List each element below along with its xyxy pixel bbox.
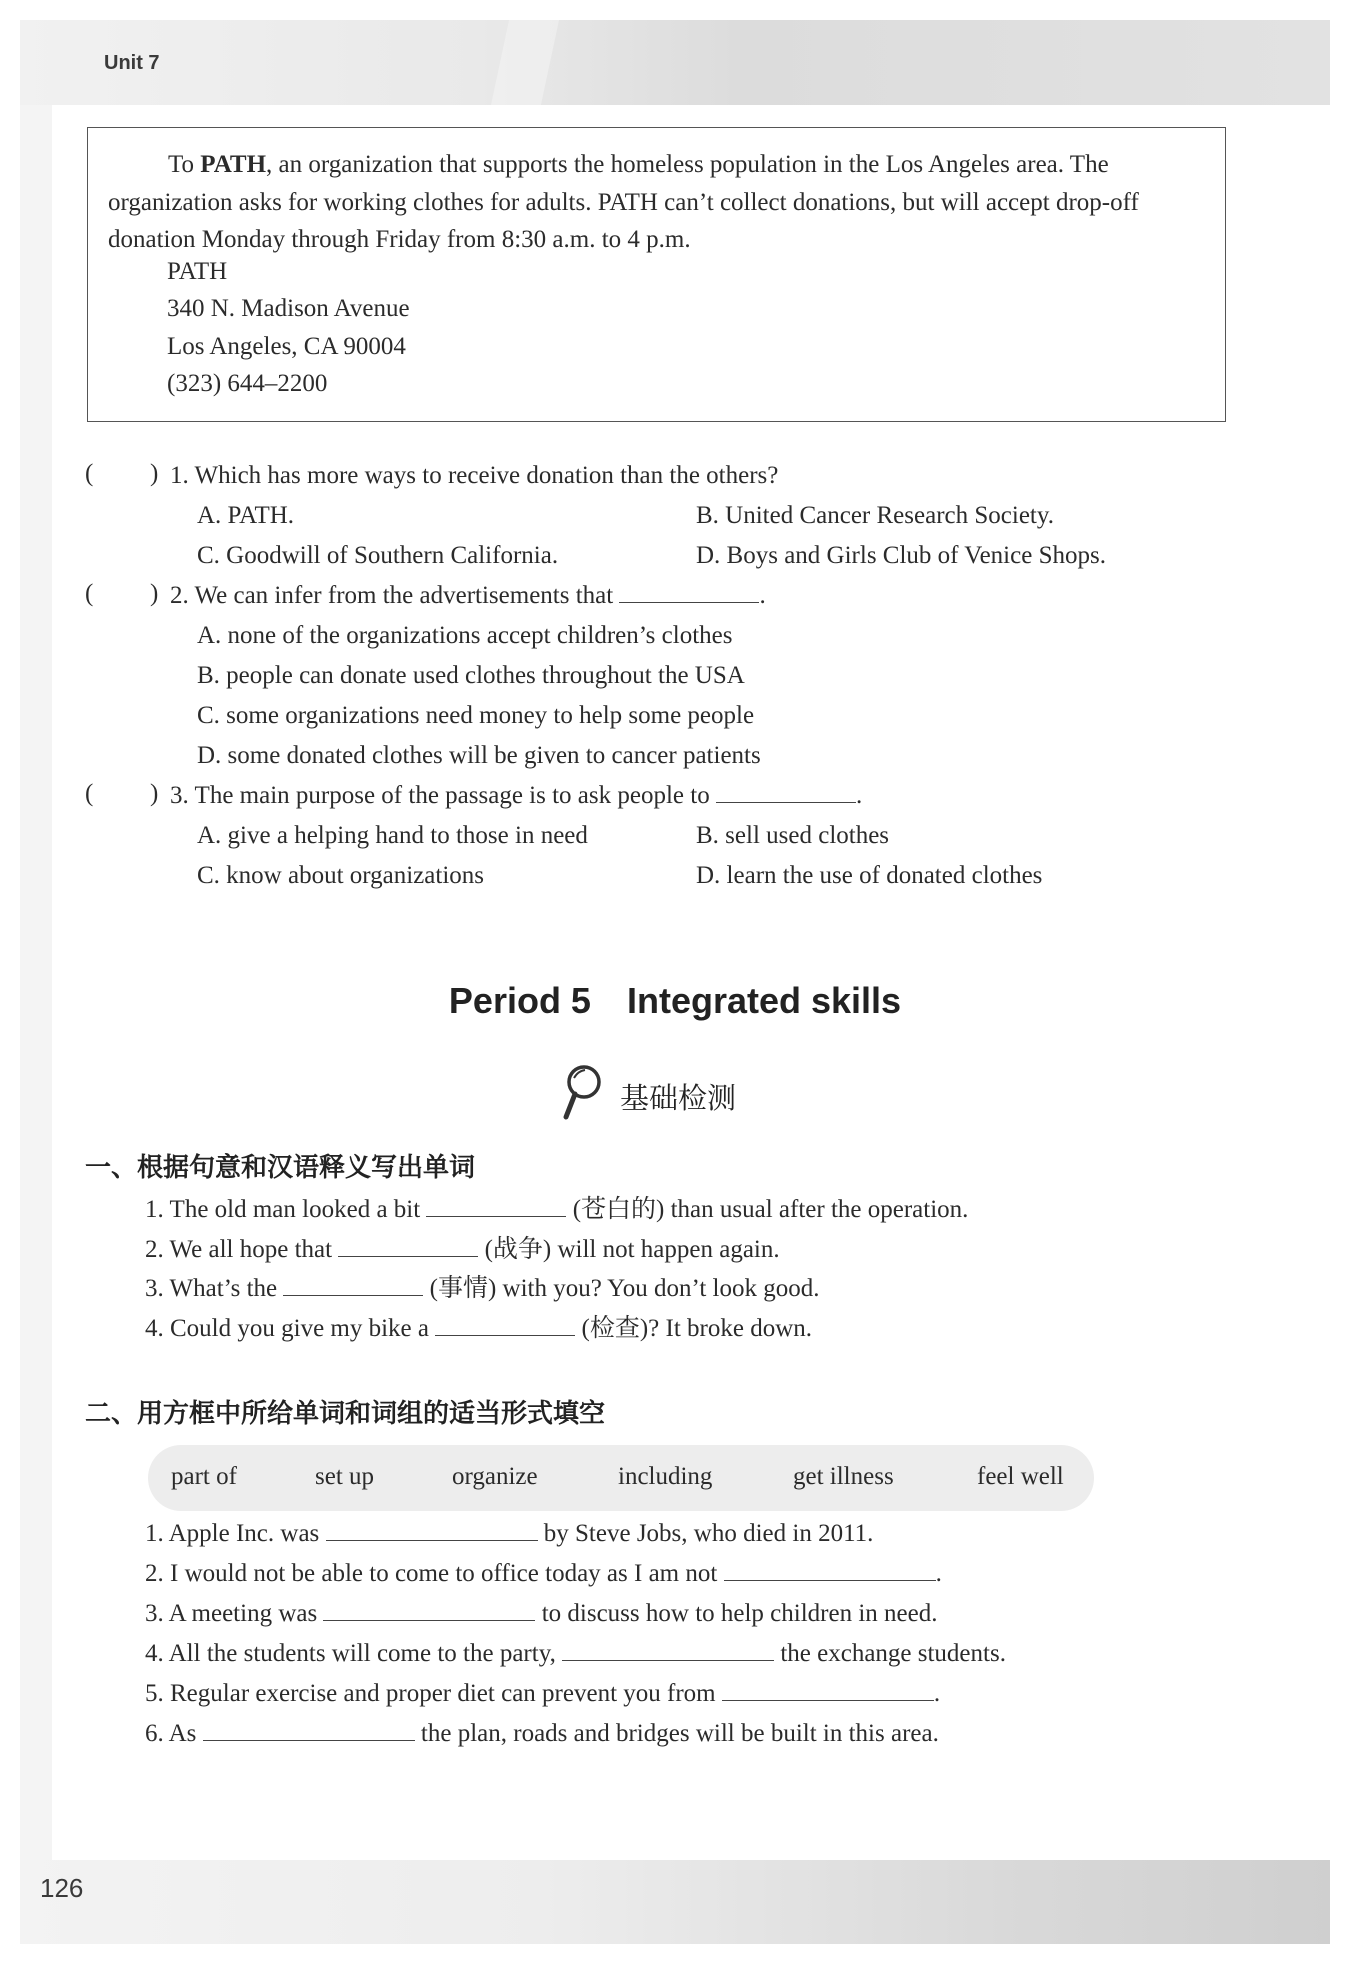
- question-option: C. know about organizations: [197, 862, 484, 889]
- address-line: Los Angeles, CA 90004: [167, 333, 406, 360]
- word-bank-item: set up: [315, 1463, 375, 1490]
- ad-paragraph: To PATH, an organization that supports the homeless population in the Los Angeles area. The organization asks for working clothes for adults. PATH can’t collect donations, but will accept drop-off donation Monday through Friday from 8:30 a.m. to 4 p.m.: [108, 151, 1139, 253]
- question-stem: 2. We can infer from the advertisements that .: [170, 582, 766, 609]
- question-option: B. United Cancer Research Society.: [696, 502, 1054, 529]
- exercise-line: 3. A meeting was to discuss how to help children in need.: [145, 1600, 938, 1627]
- question-option: D. some donated clothes will be given to cancer patients: [197, 742, 761, 769]
- answer-blank[interactable]: [435, 1313, 575, 1336]
- question-stem: 1. Which has more ways to receive donation than the others?: [170, 462, 779, 489]
- address-line: 340 N. Madison Avenue: [167, 295, 410, 322]
- question-option: A. PATH.: [197, 502, 295, 529]
- exercise-line: 1. The old man looked a bit (苍白的) than usual after the operation.: [145, 1196, 969, 1223]
- question-option: D. learn the use of donated clothes: [696, 862, 1043, 889]
- answer-blank[interactable]: [716, 780, 856, 803]
- page-number: 126: [40, 1873, 84, 1903]
- word-bank-item: feel well: [977, 1463, 1064, 1490]
- answer-paren-close: ): [150, 580, 159, 607]
- section-1-title: 一、根据句意和汉语释义写出单词: [85, 1153, 476, 1183]
- answer-blank[interactable]: [203, 1718, 415, 1741]
- word-bank-item: including: [618, 1463, 713, 1490]
- answer-blank[interactable]: [724, 1558, 936, 1581]
- word-bank-item: part of: [171, 1463, 237, 1490]
- period-title: Period 5 Integrated skills: [448, 980, 902, 1021]
- exercise-line: 4. All the students will come to the party, the exchange students.: [145, 1640, 1006, 1667]
- answer-blank[interactable]: [326, 1518, 538, 1541]
- exercise-line: 4. Could you give my bike a (检查)? It broke down.: [145, 1315, 812, 1342]
- answer-blank[interactable]: [722, 1678, 934, 1701]
- address-line: (323) 644–2200: [167, 370, 328, 397]
- answer-paren-open: (: [85, 460, 94, 487]
- exercise-line: 2. We all hope that (战争) will not happen again.: [145, 1236, 780, 1263]
- word-bank-item: organize: [452, 1463, 538, 1490]
- magnifier-icon: [560, 1062, 608, 1122]
- question-option: C. some organizations need money to help some people: [197, 702, 755, 729]
- exercise-line: 6. As the plan, roads and bridges will be built in this area.: [145, 1720, 939, 1747]
- question-stem: 3. The main purpose of the passage is to ask people to .: [170, 782, 863, 809]
- exercise-line: 1. Apple Inc. was by Steve Jobs, who died in 2011.: [145, 1520, 874, 1547]
- question-option: B. people can donate used clothes throughout the USA: [197, 662, 745, 689]
- address-line: PATH: [167, 258, 228, 285]
- footer-band: [20, 1860, 1330, 1944]
- answer-paren-open: (: [85, 580, 94, 607]
- exercise-line: 5. Regular exercise and proper diet can prevent you from .: [145, 1680, 941, 1707]
- word-bank: [148, 1445, 1094, 1511]
- answer-blank[interactable]: [619, 580, 759, 603]
- basic-check-label: 基础检测: [620, 1081, 737, 1115]
- unit-label: Unit 7: [104, 52, 160, 74]
- answer-paren-close: ): [150, 780, 159, 807]
- question-option: A. none of the organizations accept children’s clothes: [197, 622, 733, 649]
- answer-paren-close: ): [150, 460, 159, 487]
- question-option: A. give a helping hand to those in need: [197, 822, 588, 849]
- header-band: [20, 20, 1330, 105]
- question-option: D. Boys and Girls Club of Venice Shops.: [696, 542, 1106, 569]
- answer-blank[interactable]: [338, 1234, 478, 1257]
- answer-blank[interactable]: [562, 1638, 774, 1661]
- answer-paren-open: (: [85, 780, 94, 807]
- org-name: PATH: [200, 151, 267, 178]
- question-option: B. sell used clothes: [696, 822, 890, 849]
- word-bank-item: get illness: [793, 1463, 894, 1490]
- exercise-line: 3. What’s the (事情) with you? You don’t look good.: [145, 1275, 820, 1302]
- answer-blank[interactable]: [426, 1194, 566, 1217]
- section-2-title: 二、用方框中所给单词和词组的适当形式填空: [85, 1399, 606, 1429]
- answer-blank[interactable]: [283, 1273, 423, 1296]
- exercise-line: 2. I would not be able to come to office today as I am not .: [145, 1560, 942, 1587]
- answer-blank[interactable]: [323, 1598, 535, 1621]
- question-option: C. Goodwill of Southern California.: [197, 542, 559, 569]
